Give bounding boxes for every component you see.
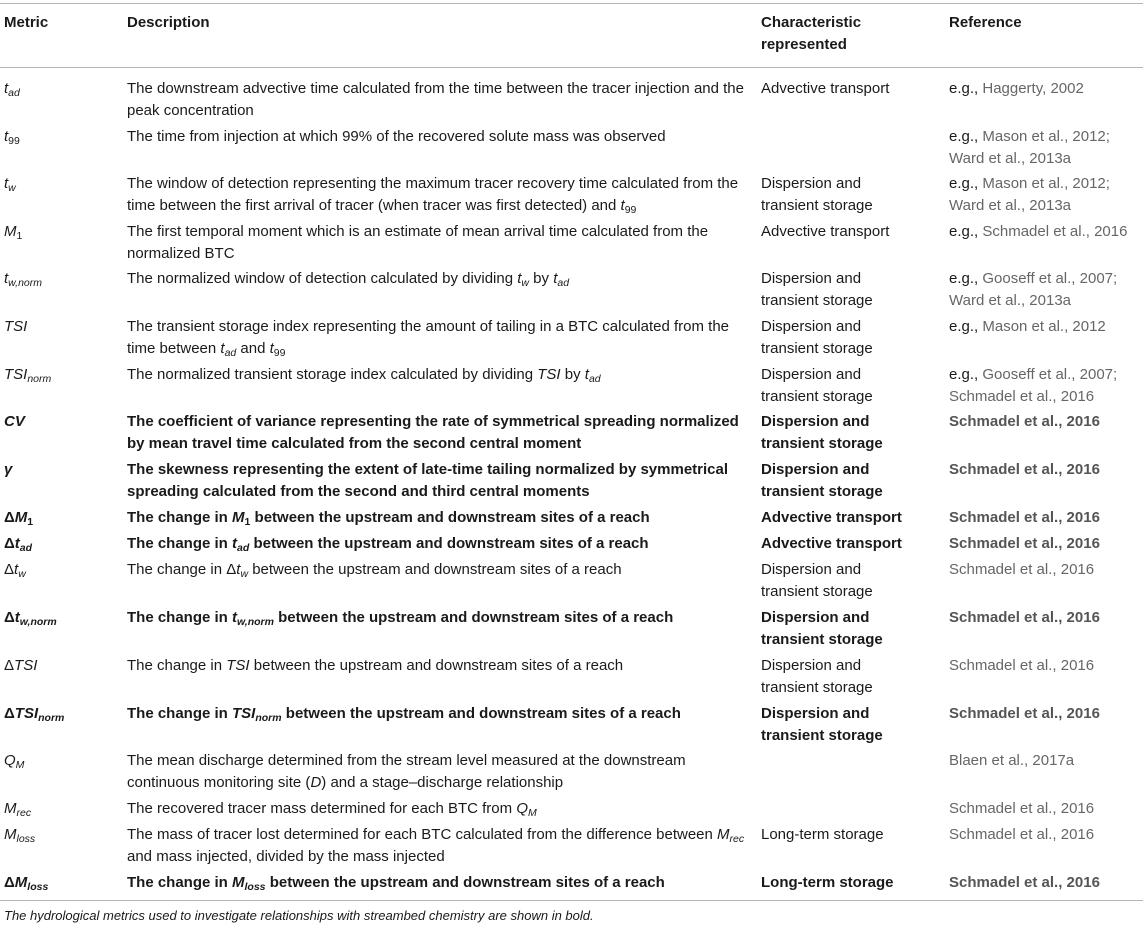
reference-link[interactable]: Schmadel et al., 2016 (949, 826, 1095, 843)
metric-cell: CV (4, 413, 25, 430)
reference-prefix: e.g., (949, 80, 983, 97)
description-cell: The downstream advective time calculated from the time between the tracer injection and the peak concentration (127, 80, 744, 119)
reference-prefix: e.g., (949, 318, 983, 335)
reference-cell (949, 872, 1141, 894)
characteristic-cell: Advective transport (761, 223, 890, 240)
characteristic-cell: Dispersion and transient storage (761, 318, 873, 357)
reference-cell (949, 607, 1141, 629)
reference-link[interactable]: Schmadel et al., 2016 (949, 413, 1100, 430)
metric-cell: $\Delta M_1$ (4, 509, 34, 528)
description-cell: The mass of tracer lost determined for each BTC calculated from the difference between $M_{rec}$ and mass injected, divided by the mass injected (127, 826, 745, 865)
reference-link[interactable]: Schmadel et al., 2016 (949, 509, 1100, 526)
description-cell: The change in $t_{w,norm}$ between the upstream and downstream sites of a reach (127, 609, 674, 628)
description-cell: The normalized window of detection calculated by dividing $t_w$ by $t_{ad}$ (127, 270, 570, 289)
reference-link[interactable]: Schmadel et al., 2016 (949, 874, 1100, 891)
reference-link[interactable]: Schmadel et al., 2016 (949, 705, 1100, 722)
reference-link[interactable]: Schmadel et al., 2016 (949, 535, 1100, 552)
description-cell: The mean discharge determined from the stream level measured at the downstream continuous monitoring site (D) and a stage–discharge relationship (127, 752, 686, 791)
metric-cell: $M_{rec}$ (4, 800, 32, 819)
reference-cell (949, 507, 1141, 529)
reference-cell (949, 126, 1141, 169)
metric-cell: $Q_M$ (4, 752, 25, 771)
reference-cell (949, 533, 1141, 555)
reference-link[interactable]: Mason et al., 2012 (982, 318, 1106, 335)
reference-cell (949, 459, 1141, 481)
table-bottom-rule (0, 900, 1143, 901)
description-cell: The recovered tracer mass determined for each BTC from $Q_M$ (127, 800, 537, 819)
reference-cell (949, 364, 1141, 407)
table-footnote: The hydrological metrics used to investigate relationships with streambed chemistry are shown in bold. (4, 908, 594, 923)
reference-link[interactable]: Schmadel et al., 2016 (949, 800, 1095, 817)
description-cell: The change in $M_{loss}$ between the upstream and downstream sites of a reach (127, 874, 665, 893)
reference-link[interactable]: Blaen et al., 2017a (949, 752, 1075, 769)
characteristic-cell: Advective transport (761, 509, 902, 526)
characteristic-cell: Dispersion and transient storage (761, 609, 883, 648)
characteristic-cell: Dispersion and transient storage (761, 270, 873, 309)
metric-cell: TSI (4, 318, 28, 335)
reference-prefix: e.g., (949, 175, 983, 192)
metric-cell: $\Delta t_w$ (4, 561, 26, 580)
reference-prefix: e.g., (949, 270, 983, 287)
metric-cell: $t_{w,norm}$ (4, 270, 43, 289)
reference-cell (949, 316, 1141, 338)
description-cell: The change in $t_{ad}$ between the upstream and downstream sites of a reach (127, 535, 649, 554)
reference-cell (949, 703, 1141, 725)
reference-link[interactable]: Schmadel et al., 2016 (949, 609, 1100, 626)
metric-cell: $M_1$ (4, 223, 23, 242)
metric-cell: γ (4, 461, 13, 478)
metric-cell: $\Delta TSI_{norm}$ (4, 705, 65, 724)
description-cell: The change in $TSI_{norm}$ between the upstream and downstream sites of a reach (127, 705, 681, 724)
description-cell: The window of detection representing the maximum tracer recovery time calculated from the time between the first arrival of tracer (when tracer was first detected) and $t_{99}$ (127, 175, 739, 216)
reference-cell (949, 559, 1141, 581)
characteristic-cell: Advective transport (761, 80, 890, 97)
reference-cell (949, 411, 1141, 433)
reference-cell (949, 798, 1141, 820)
description-cell: The time from injection at which 99% of the recovered solute mass was observed (127, 128, 666, 145)
characteristic-cell: Dispersion and transient storage (761, 366, 873, 405)
reference-link[interactable]: Schmadel et al., 2016 (949, 561, 1095, 578)
reference-link[interactable]: Schmadel et al., 2016 (982, 223, 1128, 240)
reference-prefix: e.g., (949, 223, 983, 240)
characteristic-cell: Dispersion and transient storage (761, 413, 883, 452)
metric-cell: $\Delta M_{loss}$ (4, 874, 49, 893)
description-cell: The skewness representing the extent of late-time tailing normalized by symmetrical spreading calculated from the second and third central moments (127, 461, 729, 500)
description-cell: The change in $M_1$ between the upstream and downstream sites of a reach (127, 509, 650, 528)
characteristic-cell: Dispersion and transient storage (761, 705, 883, 744)
metric-cell: $TSI_{norm}$ (4, 366, 52, 385)
description-cell: The first temporal moment which is an estimate of mean arrival time calculated from the normalized BTC (127, 223, 709, 262)
metric-cell: $t_{99}$ (4, 128, 20, 147)
header-reference: Reference (949, 14, 1022, 31)
description-cell: The change in TSI between the upstream and downstream sites of a reach (127, 657, 624, 674)
description-cell: The normalized transient storage index calculated by dividing TSI by $t_{ad}$ (127, 366, 601, 385)
reference-prefix: e.g., (949, 128, 983, 145)
characteristic-cell: Long-term storage (761, 826, 884, 843)
metric-cell: $M_{loss}$ (4, 826, 36, 845)
description-cell: The transient storage index representing the amount of tailing in a BTC calculated from the time between $t_{ad}$ and $t_{99}$ (127, 318, 729, 359)
reference-link[interactable]: Gooseff et al., 2007; Ward et al., 2013a (949, 270, 1118, 309)
metric-cell: $\Delta t_{ad}$ (4, 535, 33, 554)
reference-cell (949, 78, 1141, 100)
metric-cell: $t_w$ (4, 175, 16, 194)
description-cell: The coefficient of variance representing the rate of symmetrical spreading normalized by mean travel time calculated from the second central moment (127, 413, 739, 452)
header-rule (0, 67, 1143, 68)
table-top-rule (0, 3, 1143, 4)
header-characteristic: Characteristic represented (761, 14, 862, 53)
metric-cell: ΔTSI (4, 657, 38, 674)
reference-link[interactable]: Schmadel et al., 2016 (949, 461, 1100, 478)
reference-link[interactable]: Gooseff et al., 2007; Schmadel et al., 2016 (949, 366, 1118, 405)
reference-cell (949, 268, 1141, 311)
reference-link[interactable]: Mason et al., 2012; Ward et al., 2013a (949, 128, 1110, 167)
reference-cell (949, 221, 1141, 243)
metric-cell: $t_{ad}$ (4, 80, 20, 99)
reference-cell (949, 655, 1141, 677)
metric-cell: $\Delta t_{w,norm}$ (4, 609, 57, 628)
header-description: Description (127, 14, 210, 31)
reference-cell (949, 750, 1141, 772)
characteristic-cell: Advective transport (761, 535, 902, 552)
characteristic-cell: Dispersion and transient storage (761, 175, 873, 214)
reference-link[interactable]: Haggerty, 2002 (982, 80, 1084, 97)
characteristic-cell: Long-term storage (761, 874, 894, 891)
reference-cell (949, 173, 1141, 216)
reference-prefix: e.g., (949, 366, 983, 383)
reference-cell (949, 824, 1141, 846)
description-cell: The change in $\Delta t_w$ between the upstream and downstream sites of a reach (127, 561, 622, 580)
characteristic-cell: Dispersion and transient storage (761, 657, 873, 696)
header-metric: Metric (4, 14, 49, 31)
characteristic-cell: Dispersion and transient storage (761, 461, 883, 500)
reference-link[interactable]: Schmadel et al., 2016 (949, 657, 1095, 674)
reference-link[interactable]: Mason et al., 2012; Ward et al., 2013a (949, 175, 1110, 214)
characteristic-cell: Dispersion and transient storage (761, 561, 873, 600)
